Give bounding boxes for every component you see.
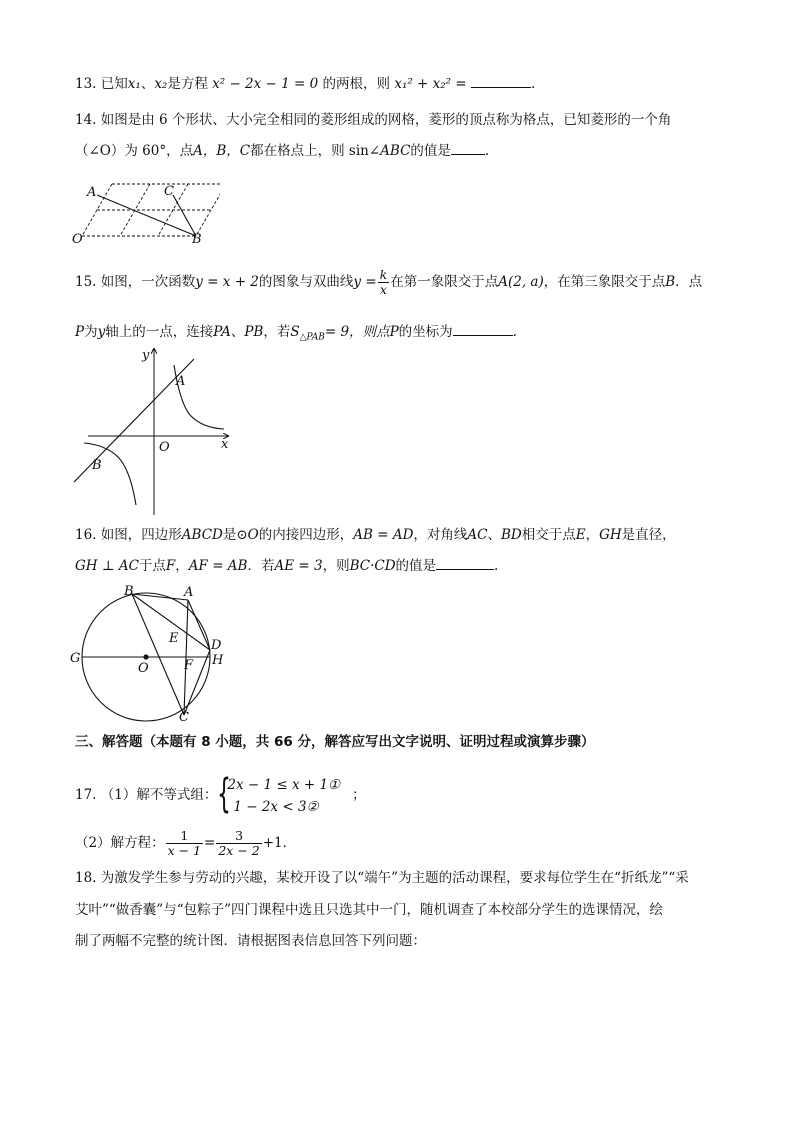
- label-c: C: [179, 710, 189, 725]
- label-a: A: [87, 185, 97, 200]
- answer-blank-14[interactable]: [451, 140, 485, 155]
- label-o: O: [159, 440, 170, 455]
- segment-cb: [173, 195, 196, 236]
- question-16-line-2: GH ⊥ AC于点F，AF = AB．若AE = 3，则BC·CD的值是 .: [75, 555, 498, 576]
- fraction-1-over-x-minus-1: $\frac{1}{x - 1}$: [167, 828, 202, 858]
- label-c: C: [164, 184, 174, 199]
- segment-ab: [97, 195, 196, 236]
- label-o: O: [72, 232, 83, 247]
- label-b: B: [124, 584, 134, 599]
- question-18-line-2: 艾叶”“做香囊”与“包粽子”四门课程中选且只选其中一门，随机调查了本校部分学生的选课情况，绘: [75, 902, 664, 918]
- center-point: [143, 654, 148, 659]
- q13-equation: x² − 2x − 1 = 0: [212, 76, 319, 92]
- question-14-line-2: （∠O）为 60°，点A，B，C都在格点上，则 sin∠ABC的值是 .: [75, 140, 489, 161]
- question-18-line-3: 制了两幅不完整的统计图．请根据图表信息回答下列问题：: [75, 933, 426, 949]
- question-18-line-1: 18. 为激发学生参与劳动的兴趣，某校开设了以“端午”为主题的活动课程，要求每位学生在“折纸龙”“采: [75, 870, 689, 886]
- label-f: F: [184, 658, 194, 673]
- label-h: H: [212, 653, 224, 668]
- inequality-system: { 2x − 1 ≤ x + 1① 1 − 2x < 3②: [217, 770, 341, 817]
- hyperbola-line-figure: [68, 345, 238, 517]
- section-3-heading: 三、解答题（本题有 8 小题，共 66 分，解答应写出文字说明、证明过程或演算步骤）: [75, 734, 595, 750]
- question-15-line-2: P为y轴上的一点，连接PA、PB，若$S_{\triangle PAB}= 9$，则点P的坐标为 .: [75, 321, 517, 348]
- label-a: A: [184, 585, 194, 600]
- answer-blank-13[interactable]: [471, 73, 531, 88]
- question-17-part-1: 17. （1）解不等式组： { 2x − 1 ≤ x + 1① 1 − 2x < 3② ；: [75, 770, 366, 817]
- brace-icon: {: [217, 770, 232, 817]
- fraction-3-over-2x-minus-2: $\frac{3}{2x - 2}$: [218, 828, 260, 858]
- question-17-part-2: （2）解方程： $\frac{1}{x - 1}$ = $\frac{3}{2x - 2}$ +1．: [75, 828, 297, 858]
- label-b: B: [92, 458, 102, 473]
- label-d: D: [211, 638, 222, 653]
- circle-figure: [68, 580, 238, 725]
- q13-expression: x₁² + x₂² =: [394, 76, 467, 92]
- answer-blank-16[interactable]: [436, 555, 494, 570]
- question-15-line-1: 15. 如图，一次函数y = x + 2的图象与双曲线y = $\frac{k}{x}$ 在第一象限交于点A(2, a)，在第三象限交于点B．点: [75, 267, 703, 297]
- label-y: y: [142, 348, 150, 363]
- answer-blank-15[interactable]: [453, 321, 513, 336]
- label-o: O: [138, 661, 149, 676]
- label-e: E: [169, 631, 179, 646]
- fraction-k-over-x: $\frac{k}{x}$: [379, 267, 388, 297]
- hyperbola-branch-q3: [84, 443, 136, 505]
- question-14-line-1: 14. 如图是由 6 个形状、大小完全相同的菱形组成的网格，菱形的顶点称为格点，已知菱形的一个角: [75, 112, 672, 128]
- label-x: x: [221, 437, 229, 452]
- question-16-line-1: 16. 如图，四边形ABCD是⊙O的内接四边形，AB = AD，对角线AC、BD相交于点E，GH是直径，: [75, 527, 676, 543]
- label-b: B: [192, 232, 202, 247]
- question-13: 13. 已知x₁、x₂是方程 x² − 2x − 1 = 0 的两根，则 x₁² + x₂² = .: [75, 73, 535, 94]
- label-a: A: [176, 374, 186, 389]
- rhombus-grid-figure: [70, 175, 220, 250]
- label-g: G: [70, 651, 81, 666]
